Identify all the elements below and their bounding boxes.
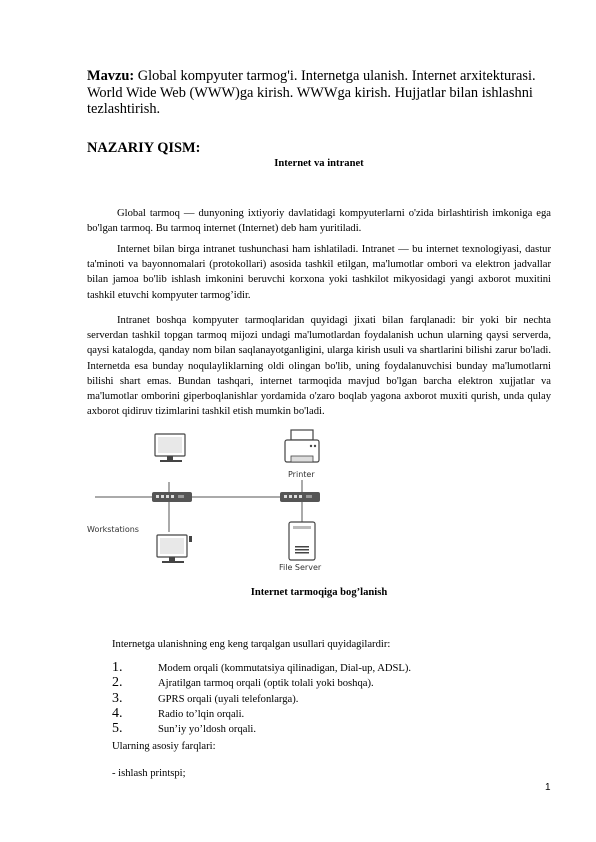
list-number: 4.	[112, 705, 123, 721]
workstation-icon	[157, 535, 192, 563]
list-item	[112, 721, 542, 736]
file-server-icon	[289, 522, 315, 560]
printer-icon	[285, 430, 319, 462]
subtitle: Internet va intranet	[274, 158, 364, 169]
section-heading: NAZARIY QISM:	[87, 140, 201, 156]
list-item	[112, 660, 542, 675]
list-text: Sun’iy yo’ldosh orqali.	[158, 724, 256, 736]
file-server-label: File Server	[279, 563, 322, 572]
list-intro: Internetga ulanishning eng keng tarqalgan usullari quyidagilardir:	[112, 639, 391, 650]
network-switch-icon	[280, 492, 320, 502]
list-text: Ajratilgan tarmoq orqali (optik tolali yoki boshqa).	[158, 678, 374, 690]
list-number: 5.	[112, 721, 123, 737]
network-switch-icon	[152, 492, 192, 502]
page-number: 1	[545, 782, 551, 793]
printer-label: Printer	[288, 470, 315, 479]
list-text: Modem orqali (kommutatsiya qilinadigan, Dial-up, ADSL).	[158, 663, 412, 674]
differences-heading: Ularning asosiy farqlari:	[112, 741, 216, 752]
paragraph-2: Internet bilan birga intranet tushunchasi ham ishlatiladi. Intranet — bu internet texnologiyasi, dastur ta'minoti va bayonnomalari (protokollari) asosida tashkil etilgan, ma'lumotlar ombori va elektron jadvallar bilan jamoa bo'lib ishlash imkonini beruvchi korxona yoki tashkilot mikyosidagi yangi axborot muxitini tashkil etuvchi kompyuter tarmog’idir.	[87, 244, 551, 301]
list-item	[112, 675, 542, 690]
workstation-icon	[155, 434, 185, 462]
topic-text: Global kompyuter tarmog'i. Internetga ulanish. Internet arxitekturasi. World Wide Web (WWW)ga kirish. WWWga kirish. Hujjatlar bilan ishlashni tezlashtirish.	[87, 68, 536, 118]
topic-label: Mavzu:	[87, 68, 135, 84]
figure-caption: Internet tarmoqiga bog’lanish	[250, 587, 388, 598]
document-title	[87, 68, 547, 118]
list-text: Radio to’lqin orqali.	[158, 708, 245, 720]
list-text: GPRS orqali (uyali telefonlarga).	[158, 693, 299, 705]
list-item	[112, 706, 542, 721]
network-diagram	[85, 422, 335, 574]
bullet-item: - ishlash printspi;	[112, 768, 186, 779]
list-item	[112, 691, 542, 706]
paragraph-3: Intranet boshqa kompyuter tarmoqlaridan quyidagi jixati bilan farqlanadi: bir yoki bir nechta serverdan tashkil topgan tarmoq mijozi undagi ma'lumotlardan foydalanish uchun ularning qaysi serverda, qaysi katalogda, qanday nom bilan saqlanayotganligini, ularga kirish usuli va shartlarini bilishi zarur bo'ladi. Internetda esa bunday noqulayliklarning oldi olingan bo'lib, uning foydalanuvchisi bunday ma'lumotlarni bilishi shart emas. Bundan tashqari, internet tarmoqida mavjud bo'lgan barcha elektron xujjatlar va ma'lumotlar omborini giperboqlanishlar yordamida o'zaro boqlab yagona axborot muxiti qurish, unda qulay axborot qidiruv tizimlarini tashkil etish mumkin bo'ladi.	[87, 315, 551, 418]
list-number: 3.	[112, 690, 123, 706]
paragraph-1: Global tarmoq — dunyoning ixtiyoriy davlatidagi kompyuterlarni o'zida birlashtirish imkoniga ega bo'lgan tarmoq. Bu tarmoq internet (Internet) deb ham yuritiladi.	[87, 208, 551, 235]
connection-methods-list	[112, 660, 542, 736]
list-number: 2.	[112, 675, 123, 691]
list-number: 1.	[112, 660, 123, 675]
workstations-label: Workstations	[87, 525, 139, 534]
